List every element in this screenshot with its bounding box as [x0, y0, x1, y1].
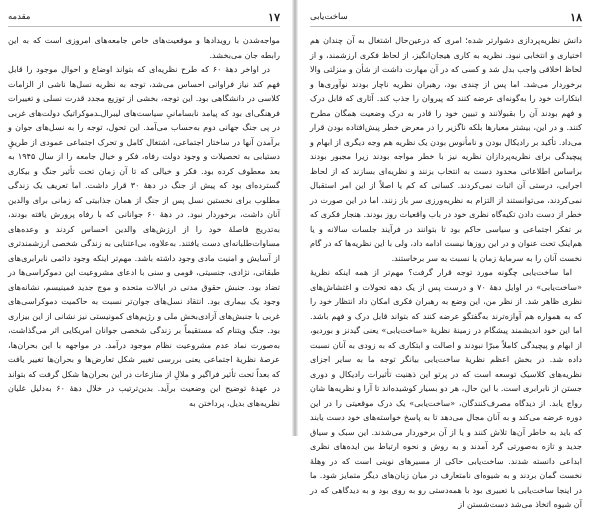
page-number: ۱۸ [570, 10, 582, 24]
running-title: ساخت‌یابی [310, 12, 348, 22]
running-title: مقدمه [8, 12, 31, 22]
paragraph: اما ساخت‌یابی چگونه مورد توجه قرار گرفت؟ مهم‌تر از همه اینکه نظریهٔ «ساخت‌یابی» در اوایل دههٔ ۷۰ و درست پس از یک دهه تحولات و اغتشاش‌های نظری ظاهر شد. از نظر من، این وضع به رهبران فکری امکان داد انتظار خود را که به همواره هم آوازه‌ترند به‌گفتگو عرضه کنند که بتواند قابل درک و فهم باشد. اما این خود اندیشمند پیشگام در زمینهٔ نظریهٔ «ساخت‌یابی» یعنی گیدنز و بوردیو، از ابهام و پیچیدگی کاملاً مبرّا نبودند و اصالت و ابتکاری که به زودی به آنان نسبت داده شد. در بخش اعظم نظریهٔ ساخت‌یابی بیانگر توجه ما به سایر اجزای نظریه‌های کلاسیک توسعه است که در پرتو این ذهنیت تأثیرات رادیکال و دوری جستن از نابرابری است. با این حال، هر دو بسیار کوشیده‌اند تا آرا و نظریه‌ها شان رواج یابد. از دیدگاه مصرف‌کنندگان، «ساخت‌یابی» یک درک موقعیتی را در این دوره عرضه می‌کند و به آنان مجال می‌دهد تا به پاسخ خواسته‌های خود دست یابند که باید به خاطر آن‌ها تلاش کنند و یا از آن برخوردار می‌شدند. این سبک و سیاق جدید و تازه به‌صورتی گرد آمدند و به روش و نحوه ارتباط بین ایده‌های نظری ابداعی دانسته شدند. ساخت‌یابی حاکی از مسیرهای نوینی است که در وهلهٔ نخست گمان بردند و به شیوه‌ای نامتعارف در میان زبان‌های دیگر متمایز شود. ما در اینجا ساخت‌یابی با تعبیری بود با همه‌دستی رو به روی بود و به دیدگاهی که در آن شیوه اتخاذ می‌شد دست‌شستن از [310, 267, 583, 509]
right-page [298, 0, 590, 509]
left-page-header [8, 8, 280, 27]
right-page-body [310, 33, 582, 512]
left-page-body [8, 33, 280, 410]
page-number: ۱۷ [268, 10, 280, 24]
paragraph: مواجه‌شدن با رویدادها و موقعیت‌های خاص جامعه‌های امروزی است که به این رابطه جان می‌بخشد. [8, 35, 280, 60]
paragraph: دانش نظریه‌پردازی دشوارتر شده؛ امری که درعین‌حال اشتغال به آن چندان هم اختیاری و انتخابی نبود. نظریه به کاری هیجان‌انگیز، از لحاظ فکری ارزشمند، و از لحاظ اخلاقی واجب بدل شد و کسی که در آن مهارت داشت از شأن و منزلتی والا برخوردار می‌شد. اما پس از چندی بود، رهبران نظریه ناچار بودند نوآوری‌ها و ابتکارات خود را به‌گونه‌ای عرضه کنند که پیروان را جذب کند. آثاری که قابل درک و فهم بودند آن را بقبولانند و تبیین خود را قادر به درک وضعیت همگان مطرح کنند. و در این، بیشتر معیارها بلکه ناگزیر را در معرض خطر پیش‌افتاده بودن قرار می‌داد. تأکید بر رادیکال بودن و نامأنوس بودن یک نظریه هم وجه دیگری از ابهام و پیچیدگی برای نظریه‌پردازان نظریه نیز با خطر مواجه بودند زیرا مجبور بودند براساس اطلاعاتی محدود دست به انتخاب بزنند و نظریه‌ای بسازند که از لحاظ اجرایی، درستی آن اثبات نمی‌کردند. کسانی که کم یا اصلاً از این امر استقبال نمی‌کردند، می‌توانستند از التزام به نظریه‌ورزی سر باز زنند. اما در این صورت در خطر از دست دادن تکیه‌گاه نظری خود در باب واقعیات روز بودند. هنجار فکری که بر تفکر اجتماعی و سیاسی حاکم بود تا بتوانند در فرآیند جلسات سالانه و یا هم‌اینک تحت عنوان و در این روزها نیست ادامه داد، ولی با این نظریه‌ها که در گام نخست آنان را به سرمایهٔ زمان یا نسبت به سر برخاستند. [310, 35, 582, 263]
right-page-header [310, 8, 582, 27]
paragraph: در اواخر دههٔ ۶۰ که طرح نظریه‌ای که بتواند اوضاع و احوال موجود را قابل فهم کند نیاز فراوانی احساس می‌شد، توجه به نظریه نسل‌ها ناشی از الزامات کلاسی در دانشگاهی بود. این توجه، بخشی از توزیع مجدد قدرت نسلی و تغییرات فرهنگی‌ای بود که پیامد نابسامانیِ سیاست‌های لیبرال‌ـدموکراتیک دولت‌های غربی در پی جنگ جهانی دوم به‌حساب می‌آمد. این تحول، توجه را به نسل‌های جوان و برآمدن آنها در ساختار اجتماعی، اشتغال کامل و تحرک اجتماعی عمودی از طریقِ دستیابی به تحصیلات و وجود دولت رفاه، فکر و خیال جامعه را از سال ۱۹۴۵ به بعد معطوف کرده بود. فکر و خیالی که تا آن زمان تحت تأثیر جنگ و بیکاری گسترده‌ای بود که پیش از جنگ در دههٔ ۳۰ قرار داشت. اما تعریف یک زندگی مطلوب برای نخستین نسل پس از جنگ از همان جذابیتی که زمانی برای والدین آنان داشت، برخوردار نبود. در دههٔ ۶۰ جوانانی که با رفاه پرورش یافته بودند، به‌تدریج فاصلهٔ خود را از ارزش‌های والدین احساس کردند و وعده‌های مساوات‌طلبانه‌ای دست یافتند. به‌علاوه، بی‌اعتنایی به زندگی شخصی ارزشمندتری از آسایش و امنیت مادی وجود داشته باشد. مهم‌تر اینکه وجود دائمی نابرابری‌های طبقاتی، نژادی، جنسیتی، قومی و سنی با ادعای مشروعیت این دموکراسی‌ها در تضاد بود. جنبش حقوق مدنی در ایالات متحده و موج جدید فمینیسم، نشانه‌های وجود یک بیماری بود. انتقاد نسل‌های جوان‌تر نسبت به حاکمیت دموکراسی‌های غربی با جنبش‌های آزادی‌بخش ملی و رژیم‌های کمونیستی نیز نشانی از این بیزاری بود. جنگ ویتنام که مستقیماً بر زندگی شخصی جوانان امریکایی اثر می‌گذاشت، به‌صورت نماد عدم مشروعیت نظام موجود درآمد. در مواجهه با این بحران‌ها، عرصهٔ نظریهٔ اجتماعی یعنی بررسی تغییر شکل تعارض‌ها و بحران‌ها تغییر یافت که بعداً تحت تأثیر فراگیر و ملالِ از منازعات در این بحران‌ها شکل گرفت که بتواند در عهدهٔ توضیح این وضعیت برآید. بدین‌ترتیب در خلال دههٔ ۶۰ به‌دلیل غلیان نظریه‌های بدیل، پرداختن به [8, 64, 280, 408]
left-page [0, 0, 292, 436]
